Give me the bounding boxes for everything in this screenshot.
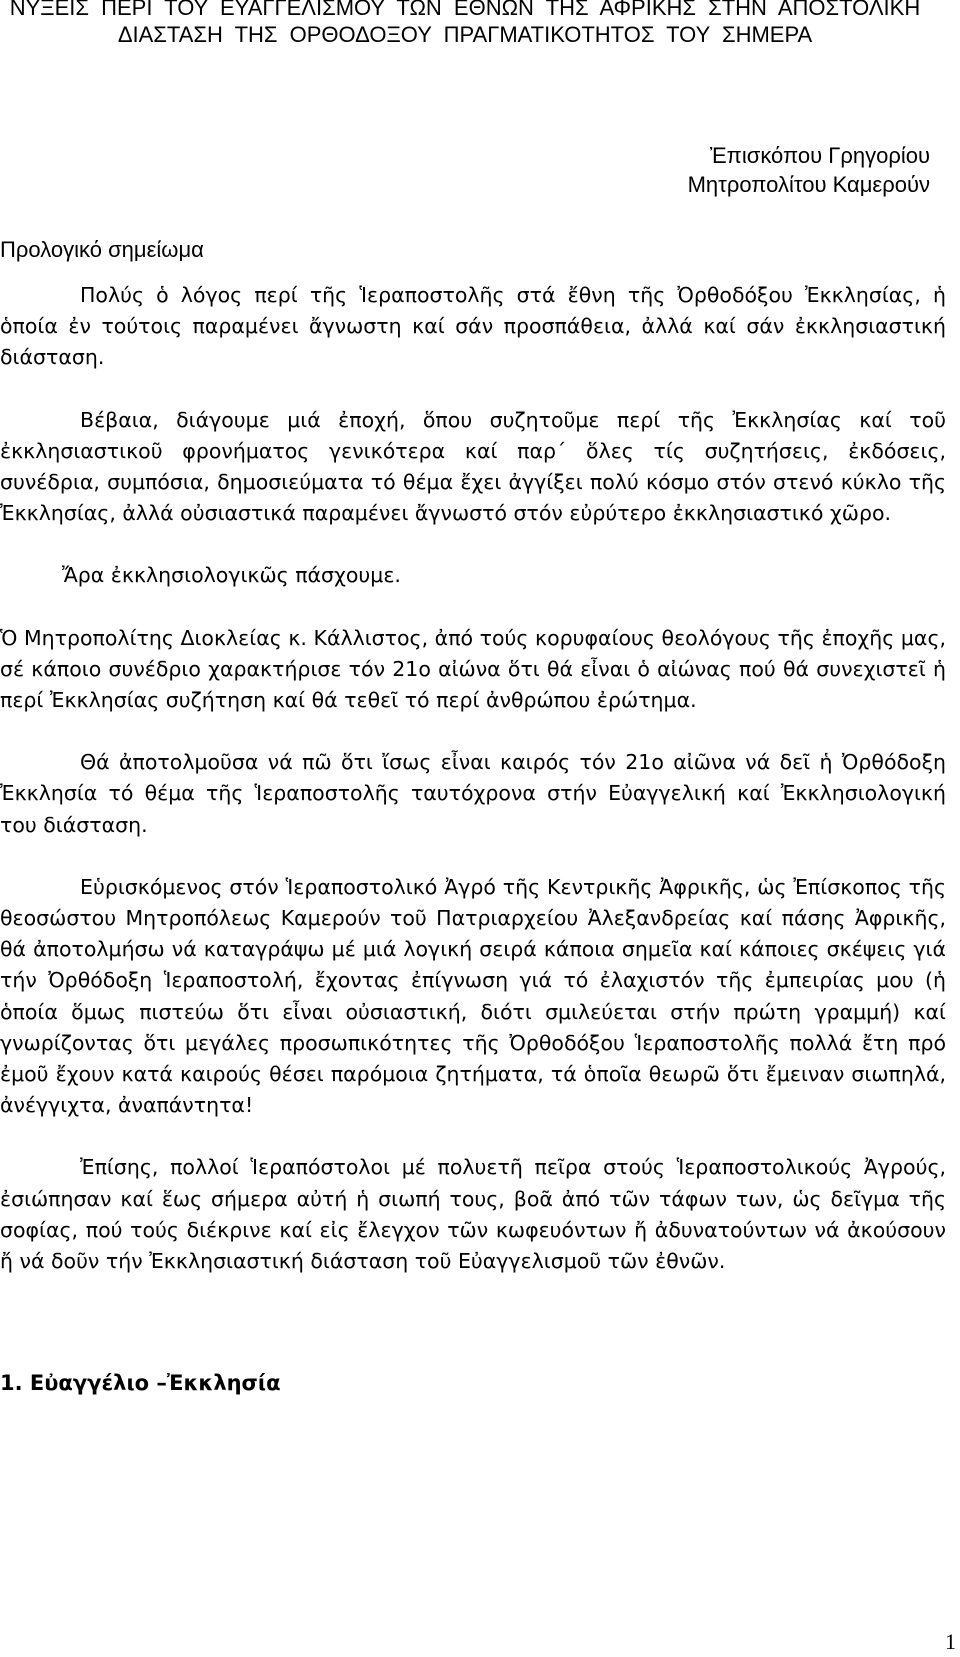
document-title: ΝΥΞΕΙΣ ΠΕΡΙ ΤΟΥ ΕΥΑΓΓΕΛΙΣΜΟΥ ΤΩΝ ΕΘΝΩΝ ΤΗΣ ΑΦΡΙΚΗΣ ΣΤΗΝ ΑΠΟΣΤΟΛΙΚΗ ΔΙΑΣΤΑΣΗ ΤΗΣ ΟΡΘΟΔΟΞΟΥ ΠΡΑΓΜΑΤΙΚΟΤΗΤΟΣ ΤΟΥ ΣΗΜΕΡΑ — [9, 0, 921, 47]
page-number: 1 — [945, 1629, 956, 1654]
author-block — [688, 141, 930, 199]
paragraph-7: Ἐπίσης, πολλοί Ἱεραπόστολοι μέ πολυετῆ πεῖρα στούς Ἱεραποστολικούς Ἀγρούς, ἐσιώπησαν καί ἕως σήμερα αὐτή ἡ σιωπή τους, βοᾶ ἀπό τῶν τάφων των, ὡς δεῖγμα τῆς σοφίας, πού τούς διέκρινε καί εἰς ἔλεγχον τῶν κωφευόντων ἤ ἀδυνατούντων νά ἀκούσουν ἤ νά δοῦν τήν Ἐκκλησιαστική διάσταση τοῦ Εὐαγγελισμοῦ τῶν ἐθνῶν. — [0, 1155, 946, 1274]
paragraph-3: Ἄρα ἐκκλησιολογικῶς πάσχουμε. — [62, 563, 401, 588]
paragraph-2: Βέβαια, διάγουμε μιά ἐποχή, ὅπου συζητοῦμε περί τῆς Ἐκκλησίας καί τοῦ ἐκκλησιαστικοῦ φρονήματος γενικότερα καί παρ΄ ὅλες τίς συζητήσεις, ἐκδόσεις, συνέδρια, συμπόσια, δημοσιεύματα τό θέμα ἔχει ἀγγίξει πολύ κόσμο στόν στενό κύκλο τῆς Ἐκκλησίας, ἀλλά οὐσιαστικά παραμένει ἄγνωστό στόν εὐρύτερο ἐκκλησιαστικό χῶρο. — [0, 407, 946, 526]
paragraph-5: Θά ἀποτολμοῦσα νά πῶ ὅτι ἴσως εἶναι καιρός τόν 21ο αἰῶνα νά δεῖ ἡ Ὀρθόδοξη Ἐκκλησία τό θέμα τῆς Ἱεραποστολῆς ταυτόχρονα στήν Εὐαγγελική καί Ἐκκλησιολογική του διάσταση. — [0, 750, 946, 837]
paragraph-4: Ὁ Μητροπολίτης Διοκλείας κ. Κάλλιστος, ἀπό τούς κορυφαίους θεολόγους τῆς ἐποχῆς μας, σέ κάποιο συνέδριο χαρακτήρισε τόν 21ο αἰώνα ὅτι θά εἶναι ὁ αἰώνας πού θά συνεχιστεῖ ἡ περί Ἐκκλησίας συζήτηση καί θά τεθεῖ τό περί ἀνθρώπου ἐρώτημα. — [0, 625, 946, 713]
paragraph-6: Εὑρισκόμενος στόν Ἱεραποστολικό Ἀγρό τῆς Κεντρικῆς Ἀφρικῆς, ὡς Ἐπίσκοπος τῆς θεοσώστου Μητροπόλεως Καμερούν τοῦ Πατριαρχείου Ἀλεξανδρείας καί πάσης Ἀφρικῆς, θά ἀποτολμήσω νά καταγράψω μέ μιά λογική σειρά κάποια σημεῖα καί κάποιες σκέψεις γιά τήν Ὀρθόδοξη Ἱεραποστολή, ἔχοντας ἐπίγνωση γιά τό ἐλαχιστόν τῆς ἐμπειρίας μου (ἡ ὁποία ὅμως πιστεύω ὅτι εἶναι οὐσιαστική, διότι σμιλεύεται στήν πρώτη γραμμή) καί γνωρίζοντας ὅτι μεγάλες προσωπικότητες τῆς Ὀρθοδόξου Ἱεραποστολῆς πολλά ἔτη πρό ἐμοῦ ἔχουν κατά καιρούς θέσει παρόμοια ζητήματα, τά ὁποῖα θεωρῶ ὅτι ἔμειναν σιωπηλά, ἀνέγγιχτα, ἀναπάντητα! — [0, 874, 946, 1118]
document-body — [0, 280, 946, 1308]
author-line-1: Ἐπισκόπου Γρηγορίου — [709, 143, 930, 168]
chapter-heading: 1. Εὐαγγέλιο –Ἐκκλησία — [0, 1371, 281, 1395]
paragraph-1: Πολύς ὁ λόγος περί τῆς Ἱεραποστολῆς στά ἔθνη τῆς Ὀρθοδόξου Ἐκκλησίας, ἡ ὁποία ἐν τούτοις παραμένει ἄγνωστη καί σάν προσπάθεια, ἀλλά καί σάν ἐκκλησιαστική διάσταση. — [0, 283, 946, 370]
section-label: Προλογικό σημείωμα — [0, 237, 204, 262]
author-line-2: Μητροπολίτου Καμερούν — [687, 172, 930, 197]
